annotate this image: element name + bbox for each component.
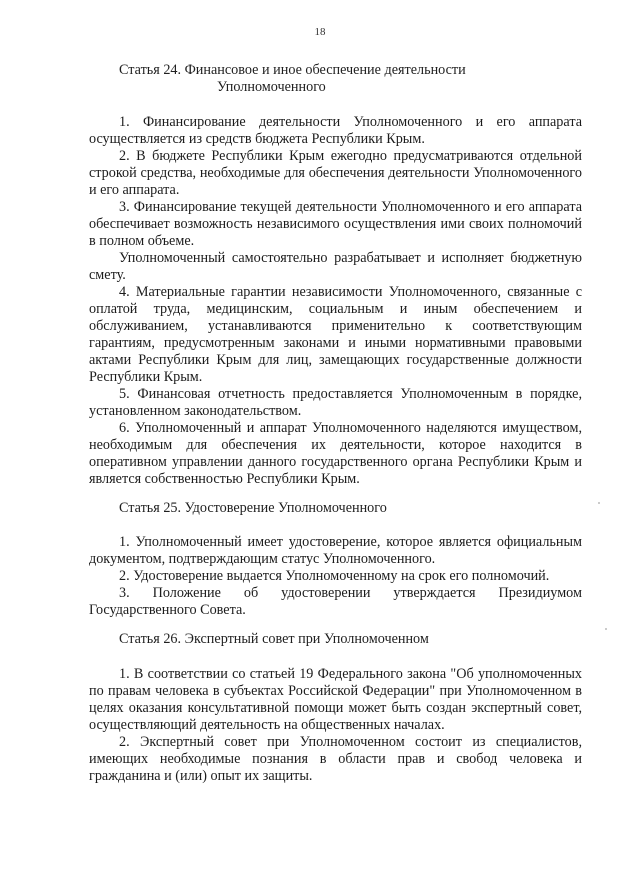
article-24-title-line1: Статья 24. Финансовое и иное обеспечение деятельности [119, 62, 466, 78]
article-24-title [89, 62, 582, 96]
article-25 [89, 500, 582, 517]
article-24-paragraph-2: 2. В бюджете Республики Крым ежегодно предусматриваются отдельной строкой средства, необходимые для обеспечения деятельности Уполномоченного и его аппарата. [89, 148, 582, 198]
article-26-paragraph-2: 2. Экспертный совет при Уполномоченном состоит из специалистов, имеющих необходимые познания в области прав и свобод человека и гражданина и (или) опыт их защиты. [89, 734, 582, 784]
article-24 [89, 62, 582, 96]
scan-speck [598, 502, 600, 504]
article-24-paragraph-6: 6. Уполномоченный и аппарат Уполномоченного наделяются имуществом, необходимым для обеспечения их деятельности, которое находится в оперативном управлении данного государственного органа Республики Крым и является собственностью Республики Крым. [89, 420, 582, 487]
article-24-paragraph-4: 4. Материальные гарантии независимости Уполномоченного, связанные с оплатой труда, медицинским, социальным и иным обеспечением и обслуживанием, устанавливаются применительно к соответствующим гарантиям, предусмотренным законами и иными нормативными правовыми актами Республики Крым для лиц, замещающих государственные должности Республики Крым. [89, 284, 582, 385]
article-24-paragraph-1: 1. Финансирование деятельности Уполномоченного и его аппарата осуществляется из средств бюджета Республики Крым. [89, 114, 582, 147]
scan-speck [605, 628, 607, 630]
article-26-body [89, 666, 582, 785]
article-24-paragraph-3b: Уполномоченный самостоятельно разрабатывает и исполняет бюджетную смету. [89, 250, 582, 283]
article-24-body [89, 114, 582, 488]
article-26 [89, 631, 582, 648]
page-number: 18 [314, 26, 326, 38]
article-25-body [89, 534, 582, 619]
article-25-paragraph-1: 1. Уполномоченный имеет удостоверение, которое является официальным документом, подтверждающим статус Уполномоченного. [89, 534, 582, 567]
article-25-paragraph-3: 3. Положение об удостоверении утверждается Президиумом Государственного Совета. [89, 585, 582, 618]
article-26-paragraph-1: 1. В соответствии со статьей 19 Федерального закона "Об уполномоченных по правам человека в субъектах Российской Федерации" при Уполномоченном в целях оказания консультативной помощи может быть создан экспертный совет, осуществляющий деятельность на общественных началах. [89, 666, 582, 733]
article-25-title: Статья 25. Удостоверение Уполномоченного [119, 500, 387, 516]
article-24-paragraph-5: 5. Финансовая отчетность предоставляется Уполномоченным в порядке, установленном законодательством. [89, 386, 582, 419]
article-24-paragraph-3: 3. Финансирование текущей деятельности Уполномоченного и его аппарата обеспечивает возможность независимого осуществления ими своих полномочий в полном объеме. [89, 199, 582, 249]
article-26-title: Статья 26. Экспертный совет при Уполномоченном [119, 631, 429, 647]
article-25-paragraph-2: 2. Удостоверение выдается Уполномоченному на срок его полномочий. [119, 568, 550, 584]
article-24-title-line2: Уполномоченного [217, 79, 326, 95]
